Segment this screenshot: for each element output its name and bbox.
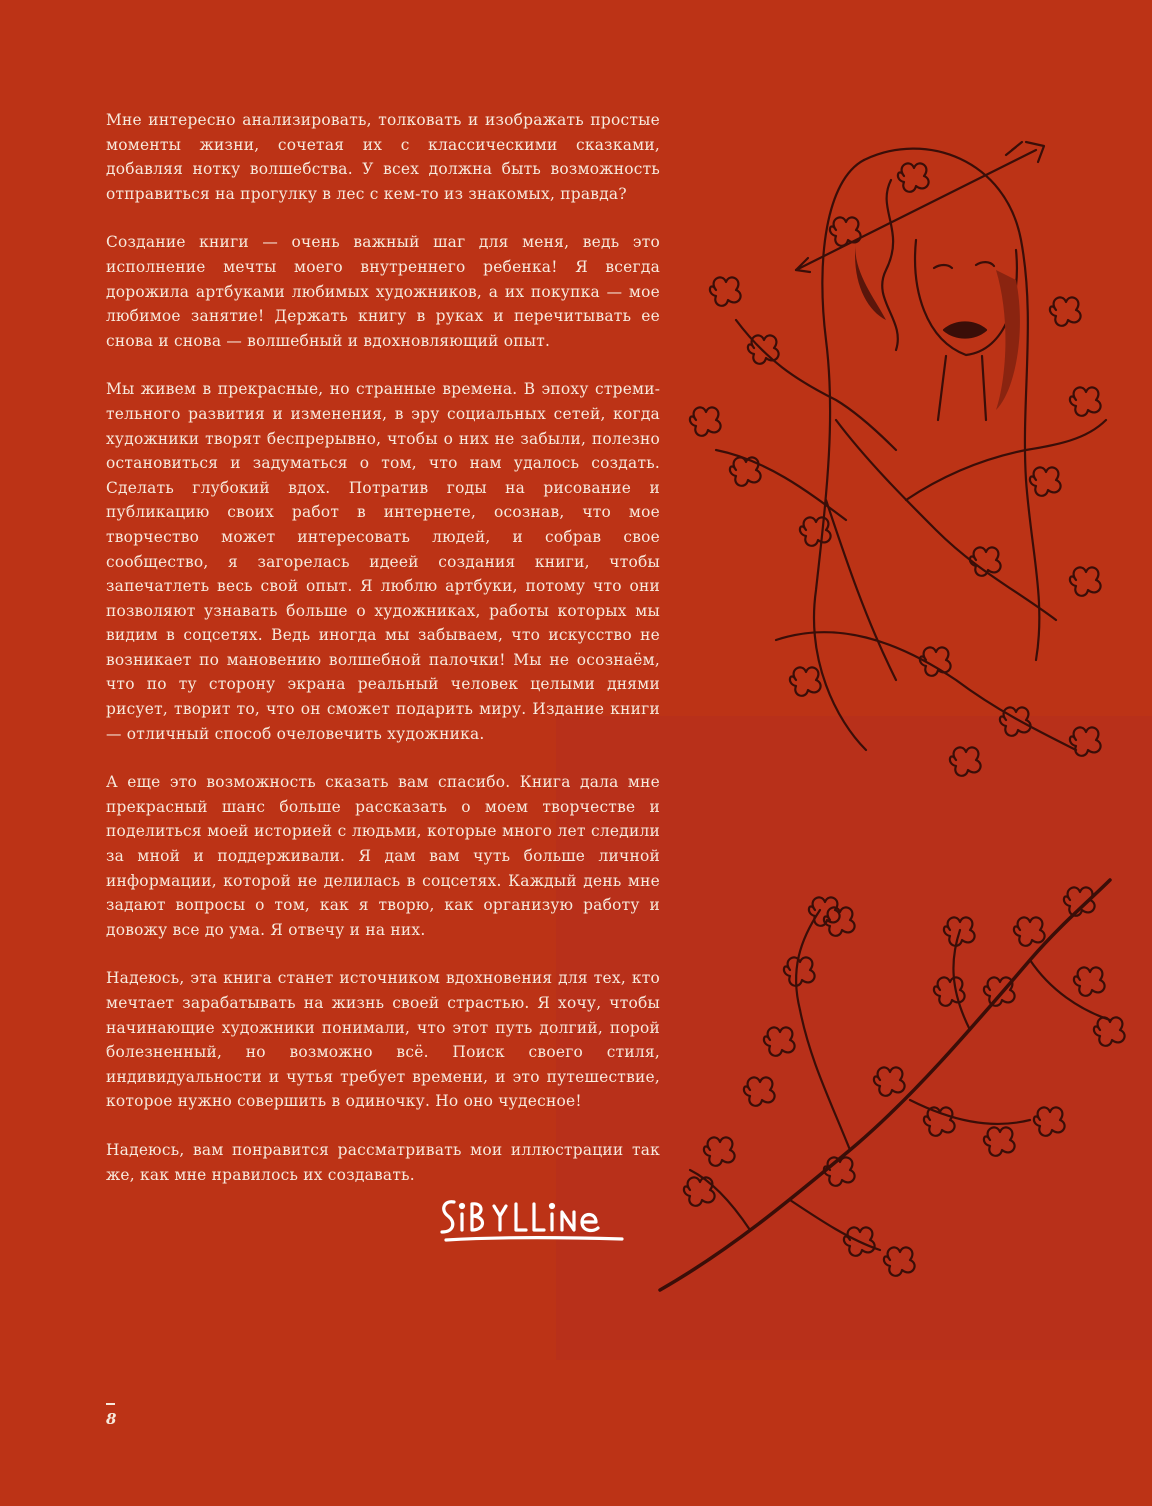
signature-sibylline [436,1190,636,1250]
paragraph-4: А еще это возможность сказать вам спасибо. Книга дала мне прекрасный шанс больше рассказать о моем творчестве и поделиться моей историей с людьми, которые много лет следили за мной и поддерживали. Я дам вам чуть больше личной информации, которой не делилась в соцсетях. Каждый день мне задают вопросы о том, как я творю, как организую работу и довожу все до ума. Я отвечу и на них. [106,773,660,939]
paragraph-3: Мы живем в прекрасные, но странные времена. В эпоху стремительного развития и изменения, в эру социальных сетей, когда художники творят беспрерывно, чтобы о них не забыли, полезно остановиться и задуматься о том, что нам удалось создать. Сделать глубокий вдох. Потратив годы на рисование и публикацию своих работ в интернете, осознав, что мое творчество может интересовать людей, и собрав свое сообщество, я загорелась идеей создания книги, чтобы запечатлеть весь свой опыт. Я люблю артбуки, потому что они позволяют узнавать больше о художниках, работы которых мы видим в соцсетях. Ведь иногда мы забываем, что искусство не возникает по мановению волшебной палочки! Мы не осознаём, что по ту сторону экрана реальный человек целыми днями рисует, творит то, что он сможет подарить миру. Издание книги — отличный способ очеловечить художника. [106,380,660,743]
page-number-dash [106,1403,115,1405]
page-number: 8 [106,1410,117,1428]
paragraph-5: Надеюсь, эта книга станет источником вдохновения для тех, кто мечтает зарабатывать на жизнь своей страстью. Я хочу, чтобы начинающие художники понимали, что этот путь долгий, порой болезненный, но возможно всё. Поиск своего стиля, индивидуальности и чутья требует времени, и это путешествие, которое нужно совершить в одиночку. Но оно чудесное! [106,969,660,1111]
paragraph-6: Надеюсь, вам понравится рассматривать мои иллюстрации так же, как мне нравилось их создавать. [106,1140,660,1184]
paragraph-1: Мне интересно анализировать, толковать и изображать простые моменты жизни, сочетая их с классическими сказками, добавляя нотку волшебства. У всех должна быть возможность отправиться на прогулку в лес с кем-то из знакомых, правда? [106,111,660,203]
woman-blossom-illustration [676,120,1116,800]
paragraph-2: Создание книги — очень важный шаг для меня, ведь это исполнение мечты моего внутреннего ребенка! Я всегда дорожила артбуками любимых художников, а их покупка — мое любимое занятие! Держать книгу в руках и перечитывать ее снова и снова — волшебный и вдохновляющий опыт. [106,233,660,350]
body-text [106,108,660,1187]
blossom-branch-illustration [650,870,1130,1310]
